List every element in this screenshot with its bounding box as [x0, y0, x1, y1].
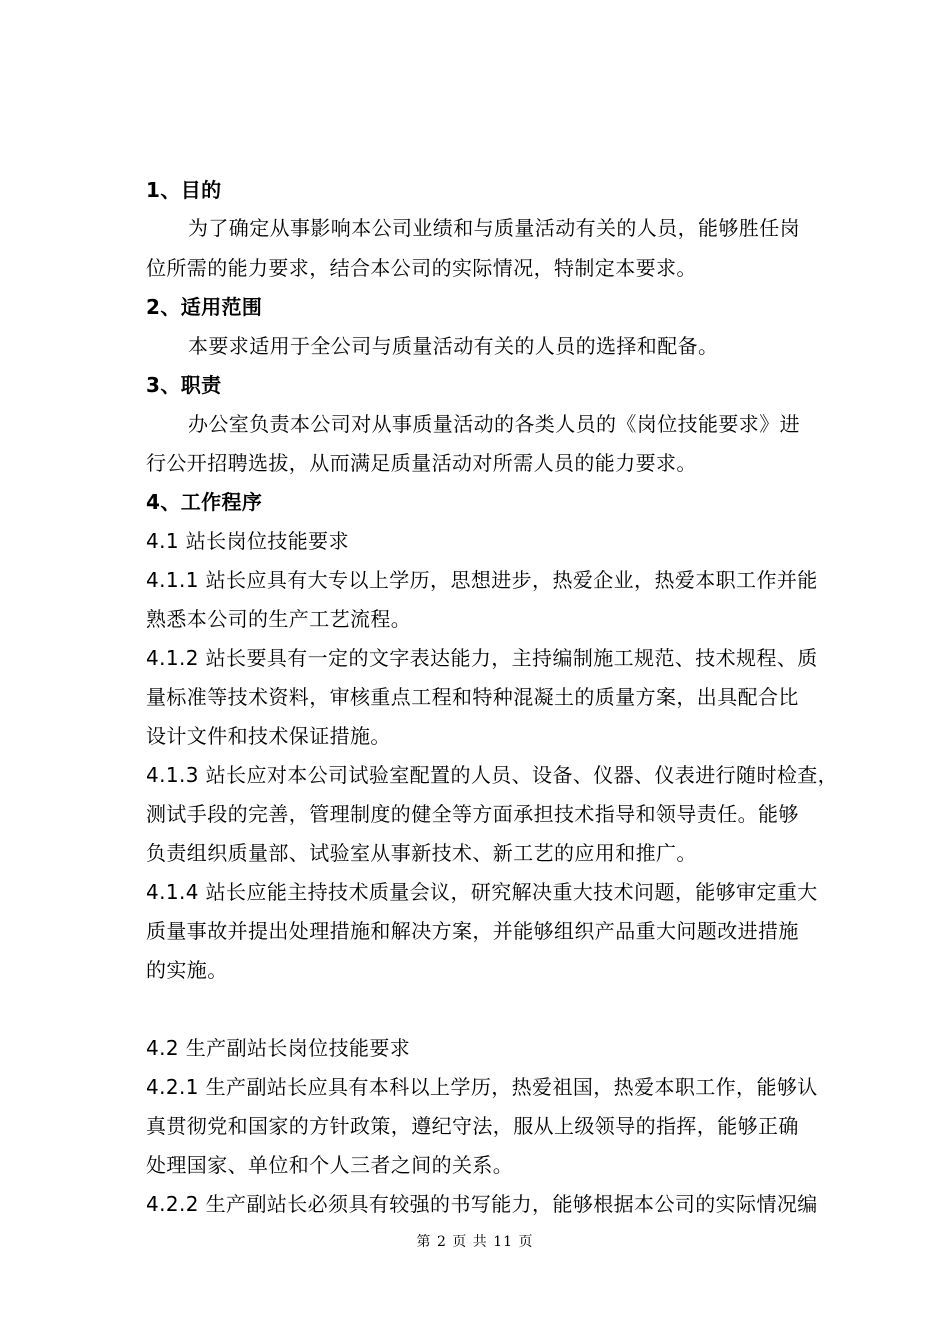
paragraph-line: 负责组织质量部、试验室从事新技术、新工艺的应用和推广。 [146, 841, 697, 865]
subsection-heading: 4.1 站长岗位技能要求 [146, 529, 349, 553]
section-heading-purpose: 1、目的 [146, 178, 222, 202]
paragraph-line: 4.2.1 生产副站长应具有本科以上学历，热爱祖国，热爱本职工作，能够认 [146, 1075, 818, 1099]
paragraph-line: 4.1.3 站长应对本公司试验室配置的人员、设备、仪器、仪表进行随时检查， [146, 763, 839, 787]
paragraph-line: 设计文件和技术保证措施。 [146, 724, 391, 748]
subsection-heading: 4.2 生产副站长岗位技能要求 [146, 1036, 411, 1060]
section-heading-scope: 2、适用范围 [146, 295, 263, 319]
paragraph-line: 本要求适用于全公司与质量活动有关的人员的选择和配备。 [188, 334, 719, 358]
paragraph-line: 真贯彻党和国家的方针政策，遵纪守法，服从上级领导的指挥，能够正确 [146, 1114, 799, 1138]
paragraph-line: 测试手段的完善，管理制度的健全等方面承担技术指导和领导责任。能够 [146, 802, 799, 826]
paragraph-line: 4.1.1 站长应具有大专以上学历，思想进步，热爱企业，热爱本职工作并能 [146, 568, 818, 592]
paragraph-line: 4.1.4 站长应能主持技术质量会议，研究解决重大技术问题，能够审定重大 [146, 880, 818, 904]
paragraph-line: 量标准等技术资料，审核重点工程和特种混凝土的质量方案，出具配合比 [146, 685, 799, 709]
paragraph-line: 4.1.2 站长要具有一定的文字表达能力，主持编制施工规范、技术规程、质 [146, 646, 818, 670]
paragraph-line: 处理国家、单位和个人三者之间的关系。 [146, 1153, 514, 1177]
paragraph-line: 办公室负责本公司对从事质量活动的各类人员的《岗位技能要求》进 [188, 412, 800, 436]
paragraph-line: 为了确定从事影响本公司业绩和与质量活动有关的人员，能够胜任岗 [188, 216, 800, 240]
section-heading-procedure: 4、工作程序 [146, 490, 263, 514]
paragraph-line: 熟悉本公司的生产工艺流程。 [146, 607, 412, 631]
paragraph-line: 质量事故并提出处理措施和解决方案，并能够组织产品重大问题改进措施 [146, 919, 799, 943]
paragraph-line: 4.2.2 生产副站长必须具有较强的书写能力，能够根据本公司的实际情况编 [146, 1192, 818, 1216]
page-footer: 第 2 页 共 11 页 [416, 1234, 534, 1250]
paragraph-line: 位所需的能力要求，结合本公司的实际情况，特制定本要求。 [146, 256, 697, 280]
paragraph-line: 行公开招聘选拔，从而满足质量活动对所需人员的能力要求。 [146, 451, 697, 475]
paragraph-line: 的实施。 [146, 958, 228, 982]
section-heading-responsibility: 3、职责 [146, 373, 222, 397]
